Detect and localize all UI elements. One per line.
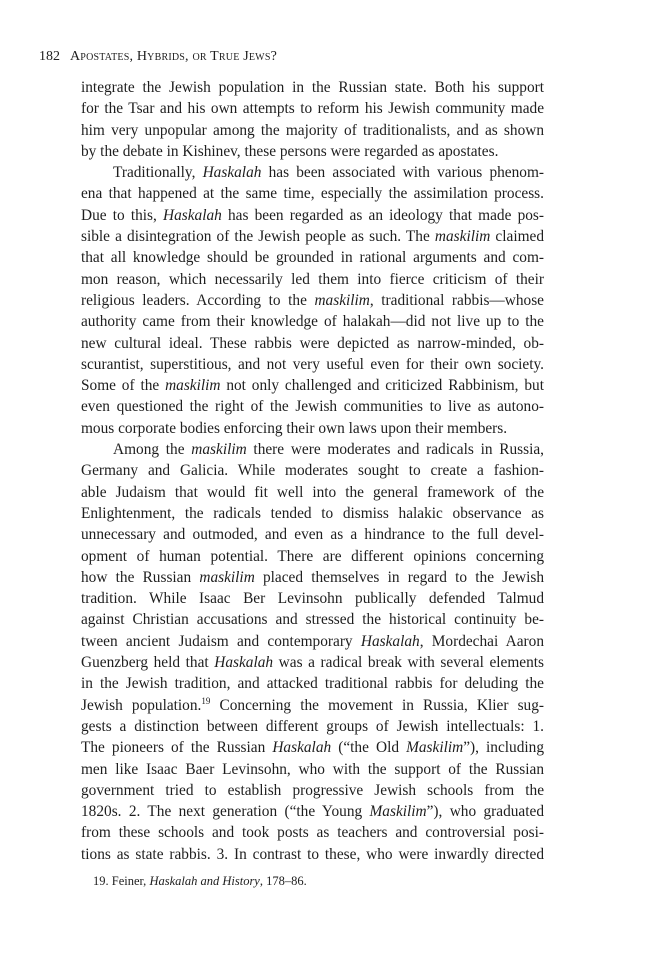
running-title: Apostates, Hybrids, or True Jews? [70,49,278,64]
text-segment: for the Tsar and his own attempts to reform his Jewish community made [81,100,544,118]
text-segment: tions as state rabbis. 3. In contrast to these, who were inwardly directed [81,845,544,863]
text-line [81,609,544,630]
italic-term: Maskilim [369,803,427,821]
text-segment: able Judaism that would fit well into the general framework of the [81,483,544,501]
footnote-reference[interactable]: 19 [201,695,211,706]
text-line [81,652,544,673]
text-segment: mous corporate bodies enforcing their own laws upon their members. [81,419,508,437]
text-segment: Some of the [81,377,166,395]
text-line [81,354,544,375]
italic-term: maskilim [199,568,255,586]
text-line [81,524,544,545]
text-segment: that all knowledge should be grounded in rational arguments and com- [81,249,544,267]
text-line [81,141,544,162]
text-segment: (“the Old [331,739,407,757]
text-line [81,205,544,226]
italic-term: Haskalah [214,654,274,672]
text-segment: has been associated with various phenom- [261,164,544,182]
italic-term: maskilim [165,377,221,395]
text-segment: there were moderates and radicals in Russia, [246,441,545,459]
text-line [81,183,544,204]
text-line [81,546,544,567]
text-line [81,162,544,183]
text-line [81,247,544,268]
text-segment: Germany and Galicia. While moderates sought to create a fashion- [81,462,544,480]
text-segment: tween ancient Judaism and contemporary [81,632,361,650]
text-segment: authority came from their knowledge of halakah—did not live up to the [81,313,544,331]
text-segment: Due to this, [81,206,163,224]
text-line [81,311,544,332]
text-segment: tradition. While Isaac Ber Levinsohn publically defended Talmud [81,590,544,608]
text-segment: Guenzberg held that [81,654,215,672]
text-segment: new cultural ideal. These rabbis were depicted as narrow-minded, ob- [81,334,544,352]
text-segment: men like Isaac Baer Levinsohn, who with the support of the Russian [81,760,544,778]
text-line [81,396,544,417]
text-line [81,759,544,780]
text-segment: Traditionally, [113,164,203,182]
text-segment: The pioneers of the Russian [81,739,273,757]
text-segment: ”), who graduated [426,803,544,821]
text-segment: Enlightenment, the radicals tended to dismiss halakic observance as [81,504,544,522]
text-segment: even questioned the right of the Jewish communities to live as autono- [81,398,544,416]
italic-term: Haskalah [360,632,420,650]
text-segment: has been regarded as an ideology that made pos- [221,206,544,224]
text-line [81,439,544,460]
italic-term: Maskilim [406,739,464,757]
text-segment: Concerning the movement in Russia, Klier sug- [210,696,544,714]
text-segment: opment of human potential. There are different opinions concerning [81,547,544,565]
text-line [81,567,544,588]
italic-term: Haskalah [272,739,332,757]
text-line [81,482,544,503]
italic-term: Haskalah [163,206,222,224]
body-text [81,77,544,865]
page-number: 182 [39,49,60,64]
text-segment: scurantist, superstitious, and not very useful even for their own society. [81,355,544,373]
text-segment: mon reason, which necessarily led them into fierce criticism of their [81,270,544,288]
text-segment: ”), including [463,739,544,757]
text-line [81,695,544,716]
text-segment: gests a distinction between different groups of Jewish intellectuals: 1. [81,717,544,735]
text-line [81,120,544,141]
text-segment: against Christian accusations and stressed the historical continuity be- [81,611,544,629]
text-line [81,737,544,758]
text-line [81,290,544,311]
text-segment: was a radical break with several elements [273,654,544,672]
text-segment: how the Russian [81,568,200,586]
text-line [81,418,544,439]
italic-term: maskilim [191,441,247,459]
text-line [81,822,544,843]
text-line [81,269,544,290]
text-line [81,588,544,609]
footnote-title: Haskalah and History [149,874,260,888]
footnote-pages: , 178–86. [259,874,307,888]
text-line [81,780,544,801]
footnote-number: 19. [93,874,109,888]
italic-term: Haskalah [202,164,262,182]
text-line [81,460,544,481]
text-segment: in the Jewish tradition, and attacked traditional rabbis for deluding the [81,675,544,693]
text-segment: government tried to establish progressive Jewish schools from the [81,781,544,799]
text-line [81,226,544,247]
text-line [81,631,544,652]
italic-term: maskilim [314,291,370,309]
text-segment: from these schools and took posts as teachers and controversial posi- [81,824,544,842]
footnote-author: Feiner, [111,874,147,888]
footnote [93,874,307,889]
text-segment: by the debate in Kishinev, these persons were regarded as apostates. [81,142,499,160]
text-segment: religious leaders. According to the [81,291,315,309]
text-line [81,716,544,737]
text-line [81,333,544,354]
running-head [39,49,277,65]
text-segment: , traditional rabbis—whose [369,291,544,309]
text-segment: Among the [113,441,192,459]
text-segment: 1820s. 2. The next generation (“the Young [81,803,370,821]
text-line [81,844,544,865]
text-segment: him very unpopular among the majority of traditionalists, and as shown [81,121,544,139]
italic-term: maskilim [434,228,491,246]
text-segment: claimed [490,228,544,246]
text-line [81,98,544,119]
text-segment: not only challenged and criticized Rabbinism, but [220,377,544,395]
text-line [81,375,544,396]
text-segment: Jewish population. [81,696,202,714]
text-line [81,801,544,822]
text-segment: integrate the Jewish population in the Russian state. Both his support [81,79,544,96]
text-segment: , Mordechai Aaron [419,632,544,650]
text-segment: unnecessary and outmoded, and even as a hindrance to the full devel- [81,526,544,544]
text-segment: placed themselves in regard to the Jewish [254,568,544,586]
text-line [81,503,544,524]
text-line [81,673,544,694]
text-segment: ena that happened at the same time, especially the assimilation process. [81,185,544,203]
text-segment: sible a disintegration of the Jewish people as such. The [81,228,435,246]
text-line [81,77,544,98]
